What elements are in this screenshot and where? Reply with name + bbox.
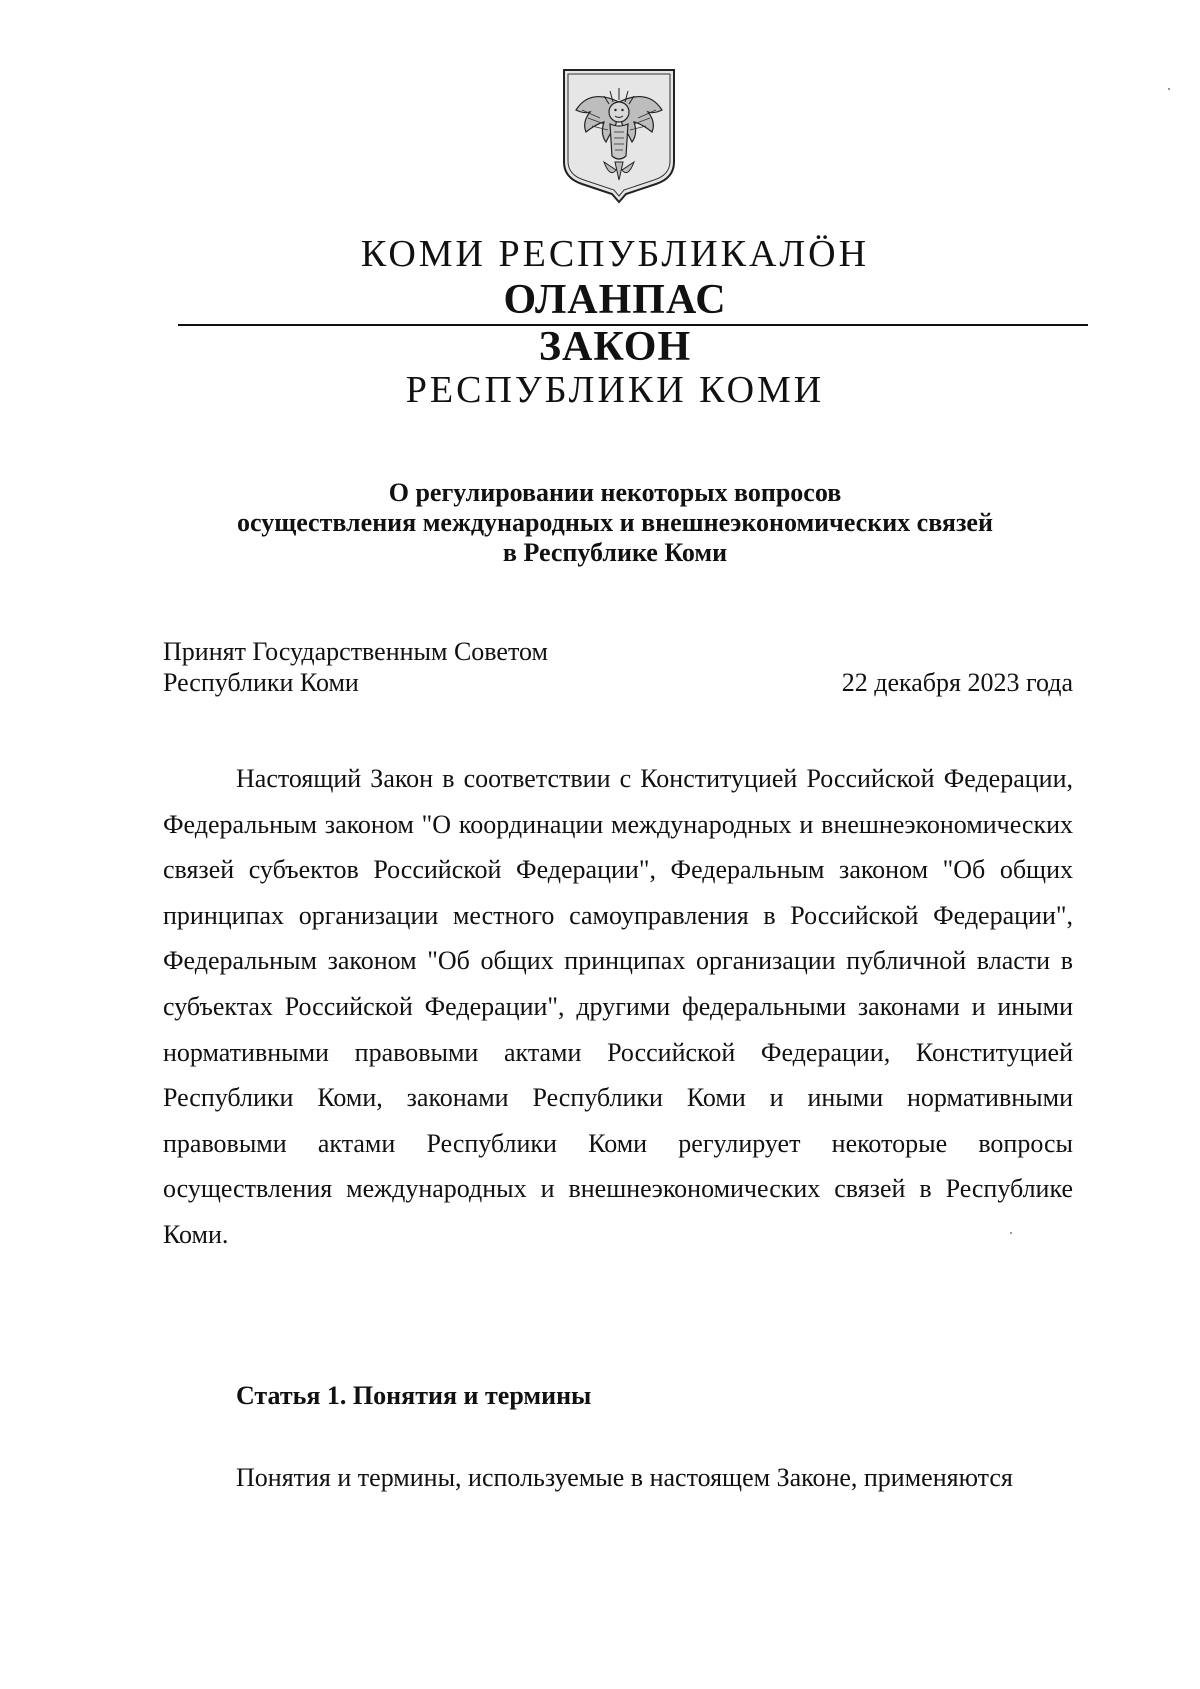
republic-komi-title: РЕСПУБЛИКИ КОМИ bbox=[405, 369, 825, 411]
article-1-text: Понятия и термины, используемые в настоящем Законе, применяются bbox=[236, 1463, 1013, 1492]
preamble-paragraph: Настоящий Закон в соответствии с Конституцией Российской Федерации, Федеральным законом "О координации международных и внешнеэкономических связей субъектов Российской Федерации", Федеральным законом "Об общих принципах организации местного самоуправления в Российской Федерации", Федеральным законом "Об общих принципах организации публичной власти в субъектах Российской Федерации", другими федеральными законами и иными нормативными правовыми актами Российской Федерации, Конституцией Республики Коми, законами Республики Коми и иными нормативными правовыми актами Республики Коми регулирует некоторые вопросы осуществления международных и внешнеэкономических связей в Республике Коми. bbox=[163, 764, 1073, 1249]
komi-republic-title: КОМИ РЕСПУБЛИКАЛÖН bbox=[360, 233, 870, 275]
zakon-heading: ЗАКОН bbox=[538, 324, 692, 370]
adopted-by-line-1: Принят Государственным Советом bbox=[163, 637, 548, 666]
article-1-heading: Статья 1. Понятия и термины bbox=[236, 1381, 592, 1410]
scan-speck bbox=[1168, 88, 1170, 90]
law-title-line-2: осуществления международных и внешнеэкономических связей bbox=[237, 508, 993, 537]
law-title-line-3: в Республике Коми bbox=[502, 538, 728, 567]
olanpas-heading: ОЛАНПАС bbox=[503, 277, 727, 323]
coat-of-arms-emblem bbox=[560, 66, 678, 206]
adopted-by-line-2: Республики Коми bbox=[163, 668, 359, 697]
law-title bbox=[15, 478, 1200, 568]
scan-speck bbox=[1010, 1232, 1012, 1234]
adoption-date: 22 декабря 2023 года bbox=[841, 668, 1073, 697]
law-title-line-1: О регулировании некоторых вопросов bbox=[388, 478, 842, 507]
adopted-by bbox=[163, 636, 548, 698]
